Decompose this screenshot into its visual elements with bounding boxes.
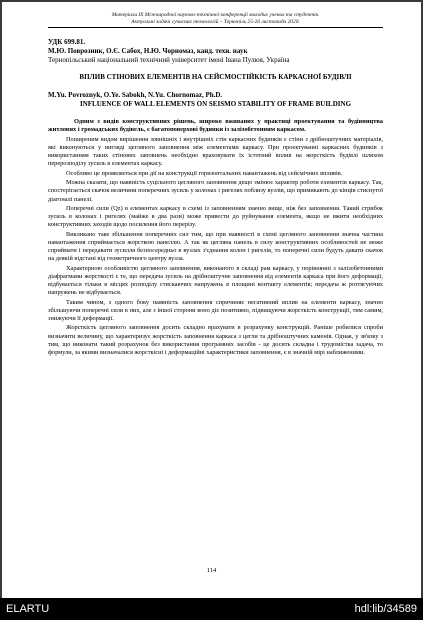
udk-code: УДК 699.81. — [48, 38, 86, 46]
title-ua: ВПЛИВ СТІНОВИХ ЕЛЕМЕНТІВ НА СЕЙСМОСТІЙКІСТЬ КАРКАСНОЇ БУДІВЛІ — [79, 73, 352, 81]
conference-header-line1: Матеріали IX Міжнародної науково-технічної конференції молодих учених та студентів. — [111, 12, 320, 18]
authors-ua: М.Ю. Поврозник, О.Є. Сабох, Н.Ю. Чорномаз, канд. техн. наук — [48, 47, 248, 55]
body-paragraph: Жорсткість цегляного заповнення досить складно врахувати в розрахунку конструкцій. Раніше робилися спроби визначити величину, що характеризує жорсткість заповнення каркаса з цегли та дрібноштучних каменів. Однак, у зв'язку з тим, що виконати такий розрахунок без використання програмних засобів - це досить складна і трудомістка задача, то формули, за якими визначалися жорсткісні і деформаційні характеристики заповнення, є в значній мірі наближеними. — [48, 324, 383, 356]
body-paragraph: Можна сказати, що наявність суцільного цегляного заповнення дещо змінює характер роботи елементів каркасу. Так, спостерігається скачок величини поперечних зусиль у колонах і ригелях поблизу вузлів, що примикають до кінців стиснутої діагоналі панелі. — [48, 179, 383, 203]
body-paragraph: Особливо це проявляється при дії на конструкції горизонтальних навантажень від сейсмічних впливів. — [66, 169, 343, 177]
authors-en: M.Yu. Povroznyk, O.Ye. Sabokh, N.Yu. Chornomaz, Ph.D. — [48, 91, 223, 99]
body-paragraph: Поширеним видом вирішення зовнішніх і внутрішніх стін каркасних будинків є стіни з дрібноштучних матеріалів, які виконуються у вигляді цегляного заповнення між елементами каркасу. При проектуванні каркасних будинків з використанням таких стінових заповнень необхідно враховувати їх істотний вплив на жорсткість будівлі шляхом перерозподілу зусиль в елементах каркасу. — [48, 135, 383, 168]
body-paragraph: Таким чином, з одного боку наявність заповнення спричиняє негативний вплив на елементи каркасу, значно збільшуючи поперечні сили в них, але з іншої сторони воно діє позитивно, підвищуючи жорсткість конструкції, тим самим, знижуючи її деформації. — [48, 298, 383, 322]
paper-page — [2, 2, 421, 598]
body-paragraph: Поперечні сили (Qz) в елементах каркасу в схемі із заповненням значно вище, ніж без заповнення. Такий стрибок зусиль в колонах і ригелях (майже в два рази) може привести до руйнування елемента, якщо не вжити необхідних конструктивних заходів щодо посилення його перерізу. — [48, 205, 383, 229]
repository-name[interactable]: ELARTU — [6, 603, 50, 615]
body-paragraph: Викликано таке збільшення поперечних сил тим, що при наявності в схемі цегляного заповнення значна частина навантаження сприймається жорсткою панеллю. А так як цегляна панель в силу конструктивних особливостей не може сприймати і передавати зусилля безпосередньо в вузлах з'єднання колон і ригелів, то поперечні сили будуть давати скачок на деякій відстані від геометричного центру вузла. — [48, 230, 383, 263]
title-en: INFLUENCE OF WALL ELEMENTS ON SEISMO STABILITY OF FRAME BUILDING — [79, 100, 352, 108]
header-divider — [48, 27, 383, 28]
abstract: Одним з видів конструктивних рішень, широко вживаних у практиці проектування та будівництва житлових і громадських будівель, є багатоповерхові будинки із залізобетонним каркасом. — [48, 118, 383, 134]
conference-header-line2: Актуальні задачі сучасних технологій – Тернопіль 25-26 листопада 2020. — [131, 19, 300, 25]
handle-id[interactable]: hdl:lib/34589 — [354, 603, 417, 615]
affiliation: Тернопільський національний технічний університет імені Івана Пулюя, Україна — [48, 56, 290, 64]
body-paragraph: Характерною особливістю цегляного заповнення, виконаного в складі рам каркасу, у порівнянні з залізобетонними діафрагмами жорсткості є те, що передача зусиль на дрібноштучне заповнення від елементів каркаса при його деформації, відбувається тільки в місцях розподілу стискаючих напружень в площині контакту елементів; передача ж розтягуючих напружень не відбувається. — [48, 264, 383, 297]
conference-header — [48, 12, 383, 26]
page-number: 114 — [206, 567, 217, 574]
repository-footer — [0, 598, 423, 620]
